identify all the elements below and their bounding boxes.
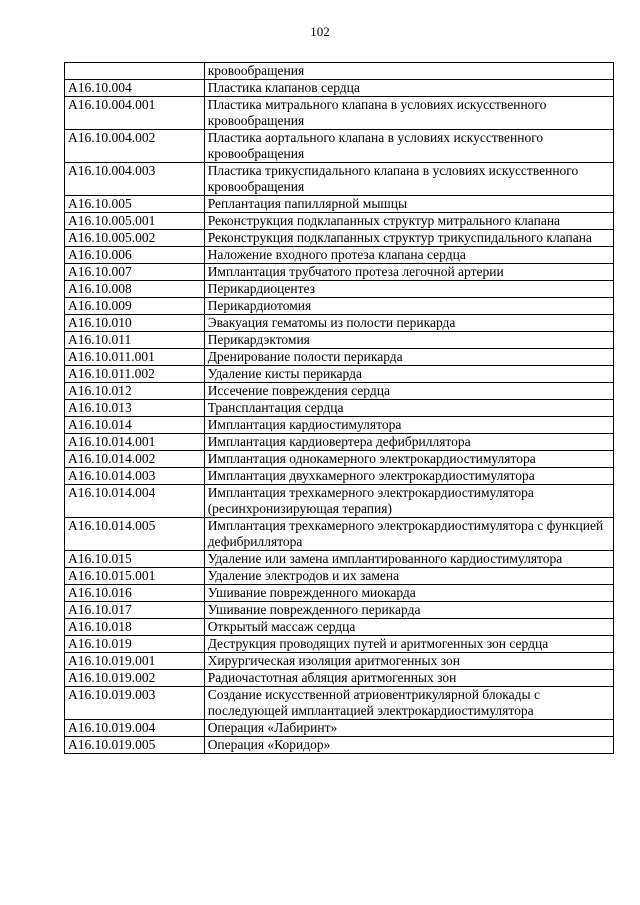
procedure-code: A16.10.006 [65,247,205,264]
procedure-name: Имплантация двухкамерного электрокардиостимулятора [204,468,613,485]
procedure-name: Открытый массаж сердца [204,619,613,636]
table-row [65,230,614,247]
table-row [65,551,614,568]
procedure-name: Имплантация трехкамерного электрокардиостимулятора (ресинхронизирующая терапия) [204,485,613,518]
procedure-code: A16.10.019 [65,636,205,653]
procedure-code: A16.10.015 [65,551,205,568]
procedure-name: Реконструкция подклапанных структур трикуспидального клапана [204,230,613,247]
table-row [65,468,614,485]
table-row [65,653,614,670]
procedure-code: A16.10.012 [65,383,205,400]
procedure-code: A16.10.014 [65,417,205,434]
table-row [65,636,614,653]
procedure-code: A16.10.014.005 [65,518,205,551]
procedure-name: Пластика митрального клапана в условиях искусственного кровообращения [204,97,613,130]
procedure-name: Имплантация кардиовертера дефибриллятора [204,434,613,451]
table-row [65,349,614,366]
table-row [65,281,614,298]
procedure-name: Имплантация трубчатого протеза легочной артерии [204,264,613,281]
table-row [65,417,614,434]
table-row [65,97,614,130]
procedure-name: Реконструкция подклапанных структур митрального клапана [204,213,613,230]
procedure-name: Перикардэктомия [204,332,613,349]
procedure-code: A16.10.019.002 [65,670,205,687]
table-row [65,63,614,80]
table-row [65,332,614,349]
procedure-code: A16.10.010 [65,315,205,332]
procedure-name: Пластика трикуспидального клапана в условиях искусственного кровообращения [204,163,613,196]
table-row [65,485,614,518]
procedure-name: Дренирование полости перикарда [204,349,613,366]
procedure-name: Перикардиотомия [204,298,613,315]
table-row [65,366,614,383]
procedure-name: Создание искусственной атриовентрикулярной блокады с последующей имплантацией электрокардиостимулятора [204,687,613,720]
table-row [65,737,614,754]
table-row [65,451,614,468]
procedure-name: Наложение входного протеза клапана сердца [204,247,613,264]
procedure-name: Деструкция проводящих путей и аритмогенных зон сердца [204,636,613,653]
table-row [65,247,614,264]
procedure-name: Перикардиоцентез [204,281,613,298]
procedure-code: A16.10.019.001 [65,653,205,670]
table-row [65,434,614,451]
table-row [65,130,614,163]
table-row [65,568,614,585]
table-row [65,163,614,196]
table-row [65,670,614,687]
procedure-code: A16.10.005.001 [65,213,205,230]
procedure-code: A16.10.019.005 [65,737,205,754]
procedure-code: A16.10.009 [65,298,205,315]
procedure-name: Имплантация трехкамерного электрокардиостимулятора с функцией дефибриллятора [204,518,613,551]
procedure-table-body [65,63,614,754]
procedure-code: A16.10.004.002 [65,130,205,163]
procedure-name: Удаление электродов и их замена [204,568,613,585]
procedure-code: A16.10.018 [65,619,205,636]
procedure-name: Ушивание поврежденного перикарда [204,602,613,619]
procedure-code: A16.10.011.002 [65,366,205,383]
procedure-name: Операция «Лабиринт» [204,720,613,737]
table-row [65,383,614,400]
table-row [65,687,614,720]
procedure-code: A16.10.004.003 [65,163,205,196]
table-row [65,602,614,619]
procedure-code: A16.10.007 [65,264,205,281]
procedure-name: Иссечение повреждения сердца [204,383,613,400]
procedure-name: Трансплантация сердца [204,400,613,417]
procedure-code: A16.10.014.002 [65,451,205,468]
procedure-name: Операция «Коридор» [204,737,613,754]
procedure-name: Имплантация кардиостимулятора [204,417,613,434]
table-row [65,196,614,213]
procedure-code: A16.10.017 [65,602,205,619]
procedure-code: A16.10.011.001 [65,349,205,366]
procedure-code: A16.10.008 [65,281,205,298]
procedure-name: Пластика аортального клапана в условиях искусственного кровообращения [204,130,613,163]
procedure-code: A16.10.019.003 [65,687,205,720]
table-row [65,315,614,332]
table-row [65,298,614,315]
procedure-code: A16.10.005.002 [65,230,205,247]
procedure-name: Эвакуация гематомы из полости перикарда [204,315,613,332]
procedure-name: Удаление кисты перикарда [204,366,613,383]
procedure-table [64,62,614,754]
procedure-code: A16.10.004 [65,80,205,97]
procedure-code: A16.10.013 [65,400,205,417]
procedure-code: A16.10.019.004 [65,720,205,737]
table-row [65,585,614,602]
procedure-name: Имплантация однокамерного электрокардиостимулятора [204,451,613,468]
table-row [65,400,614,417]
procedure-name: Пластика клапанов сердца [204,80,613,97]
table-row [65,213,614,230]
procedure-code [65,63,205,80]
table-row [65,720,614,737]
table-row [65,619,614,636]
procedure-name: Реплантация папиллярной мышцы [204,196,613,213]
procedure-name: Радиочастотная абляция аритмогенных зон [204,670,613,687]
table-row [65,264,614,281]
procedure-name: кровообращения [204,63,613,80]
procedure-code: A16.10.011 [65,332,205,349]
procedure-name: Удаление или замена имплантированного кардиостимулятора [204,551,613,568]
page-number: 102 [310,24,330,39]
procedure-code: A16.10.014.003 [65,468,205,485]
procedure-code: A16.10.004.001 [65,97,205,130]
table-row [65,80,614,97]
procedure-code: A16.10.014.001 [65,434,205,451]
procedure-code: A16.10.015.001 [65,568,205,585]
procedure-code: A16.10.016 [65,585,205,602]
table-row [65,518,614,551]
procedure-code: A16.10.005 [65,196,205,213]
procedure-name: Хирургическая изоляция аритмогенных зон [204,653,613,670]
procedure-name: Ушивание поврежденного миокарда [204,585,613,602]
procedure-code: A16.10.014.004 [65,485,205,518]
